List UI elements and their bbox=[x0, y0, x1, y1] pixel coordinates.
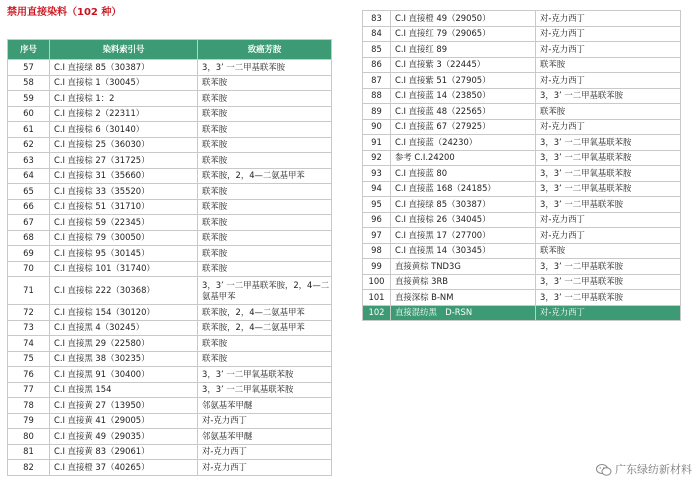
table-row bbox=[8, 277, 332, 305]
dye-index: C.I 直接棕 101（31740） bbox=[50, 261, 198, 277]
dye-index: C.I 直接棕 25（36030） bbox=[50, 137, 198, 153]
dye-index: C.I 直接红 89 bbox=[391, 42, 536, 58]
carcinogenic-amine: 联苯胺 bbox=[198, 91, 332, 107]
table-row bbox=[8, 168, 332, 184]
table-row bbox=[8, 91, 332, 107]
table-row bbox=[8, 413, 332, 429]
dye-index: C.I 直接黑 17（27700） bbox=[391, 228, 536, 244]
carcinogenic-amine: 对-克力西丁 bbox=[536, 228, 681, 244]
carcinogenic-amine: 对-克力西丁 bbox=[536, 305, 681, 321]
dye-index: C.I 直接黄 83（29061） bbox=[50, 444, 198, 460]
carcinogenic-amine: 对-克力西丁 bbox=[536, 73, 681, 89]
table-row bbox=[363, 73, 681, 89]
table-row bbox=[8, 336, 332, 352]
dye-index: C.I 直接棕 51（31710） bbox=[50, 199, 198, 215]
dye-index: C.I 直接棕 1：2 bbox=[50, 91, 198, 107]
carcinogenic-amine: 联苯胺，2，4—二氨基甲苯 bbox=[198, 168, 332, 184]
carcinogenic-amine: 3，3’ 一二甲基联苯胺 bbox=[536, 88, 681, 104]
dye-index: C.I 直接黑 38（30235） bbox=[50, 351, 198, 367]
carcinogenic-amine: 对-克力西丁 bbox=[198, 444, 332, 460]
dye-index: C.I 直接棕 2（22311） bbox=[50, 106, 198, 122]
dye-index: C.I 直接橙 37（40265） bbox=[50, 460, 198, 476]
table-row bbox=[8, 75, 332, 91]
dye-table-left bbox=[7, 39, 332, 476]
row-number: 100 bbox=[363, 274, 391, 290]
row-number: 58 bbox=[8, 75, 50, 91]
carcinogenic-amine: 联苯胺 bbox=[198, 106, 332, 122]
dye-index: C.I 直接蓝 14（23850） bbox=[391, 88, 536, 104]
table-row bbox=[363, 228, 681, 244]
carcinogenic-amine: 3，3’ 一二甲基联苯胺 bbox=[536, 259, 681, 275]
table-row bbox=[8, 199, 332, 215]
row-number: 91 bbox=[363, 135, 391, 151]
row-number: 84 bbox=[363, 26, 391, 42]
dye-index: C.I 直接棕 154（30120） bbox=[50, 305, 198, 321]
carcinogenic-amine: 联苯胺 bbox=[198, 230, 332, 246]
table-row bbox=[8, 367, 332, 383]
table-row bbox=[8, 153, 332, 169]
carcinogenic-amine: 3，3’ 一二甲氧基联苯胺 bbox=[536, 135, 681, 151]
dye-index: C.I 直接蓝 48（22565） bbox=[391, 104, 536, 120]
table-row bbox=[363, 88, 681, 104]
table-row bbox=[8, 460, 332, 476]
carcinogenic-amine: 3，3’ 一二甲氧基联苯胺 bbox=[536, 166, 681, 182]
header-number: 序号 bbox=[8, 40, 50, 60]
table-row bbox=[363, 57, 681, 73]
row-number: 62 bbox=[8, 137, 50, 153]
row-number: 102 bbox=[363, 305, 391, 321]
row-number: 82 bbox=[8, 460, 50, 476]
page-title: 禁用直接染料（102 种） bbox=[7, 7, 122, 18]
table-row bbox=[363, 104, 681, 120]
carcinogenic-amine: 3，3’ 一二甲氧基联苯胺 bbox=[198, 367, 332, 383]
row-number: 59 bbox=[8, 91, 50, 107]
carcinogenic-amine: 对-克力西丁 bbox=[198, 413, 332, 429]
carcinogenic-amine: 联苯胺，2，4—二氨基甲苯 bbox=[198, 305, 332, 321]
dye-index: C.I 直接棕 27（31725） bbox=[50, 153, 198, 169]
row-number: 65 bbox=[8, 184, 50, 200]
row-number: 79 bbox=[8, 413, 50, 429]
table-row bbox=[363, 197, 681, 213]
table-row bbox=[363, 11, 681, 27]
carcinogenic-amine: 联苯胺 bbox=[198, 184, 332, 200]
dye-index: C.I 直接黑 29（22580） bbox=[50, 336, 198, 352]
row-number: 70 bbox=[8, 261, 50, 277]
row-number: 80 bbox=[8, 429, 50, 445]
table-row bbox=[8, 122, 332, 138]
row-number: 90 bbox=[363, 119, 391, 135]
table-header-row bbox=[8, 40, 332, 60]
dye-index: 直接深棕 B-NM bbox=[391, 290, 536, 306]
table-row bbox=[363, 150, 681, 166]
table-row bbox=[363, 135, 681, 151]
table-row bbox=[8, 429, 332, 445]
row-number: 96 bbox=[363, 212, 391, 228]
dye-index: C.I 直接蓝 80 bbox=[391, 166, 536, 182]
carcinogenic-amine: 联苯胺 bbox=[198, 122, 332, 138]
dye-index: C.I 直接黄 41（29005） bbox=[50, 413, 198, 429]
dye-index: C.I 直接黑 14（30345） bbox=[391, 243, 536, 259]
row-number: 95 bbox=[363, 197, 391, 213]
table-row bbox=[8, 215, 332, 231]
carcinogenic-amine: 对-克力西丁 bbox=[198, 460, 332, 476]
carcinogenic-amine: 联苯胺 bbox=[198, 351, 332, 367]
table-row bbox=[8, 444, 332, 460]
row-number: 93 bbox=[363, 166, 391, 182]
row-number: 76 bbox=[8, 367, 50, 383]
table-row bbox=[8, 382, 332, 398]
carcinogenic-amine: 3，3’ 一二甲基联苯胺，2，4—二氨基甲苯 bbox=[198, 277, 332, 305]
dye-index: C.I 直接黄 49（29035） bbox=[50, 429, 198, 445]
table-row bbox=[363, 274, 681, 290]
table-row bbox=[8, 184, 332, 200]
table-row bbox=[8, 137, 332, 153]
carcinogenic-amine: 对-克力西丁 bbox=[536, 11, 681, 27]
row-number: 68 bbox=[8, 230, 50, 246]
wechat-icon bbox=[596, 463, 612, 477]
row-number: 64 bbox=[8, 168, 50, 184]
row-number: 99 bbox=[363, 259, 391, 275]
carcinogenic-amine: 联苯胺 bbox=[198, 246, 332, 262]
carcinogenic-amine: 联苯胺，2，4—二氨基甲苯 bbox=[198, 320, 332, 336]
carcinogenic-amine: 联苯胺 bbox=[198, 153, 332, 169]
row-number: 73 bbox=[8, 320, 50, 336]
table-row bbox=[363, 305, 681, 321]
dye-index: 直接黄棕 3RB bbox=[391, 274, 536, 290]
row-number: 61 bbox=[8, 122, 50, 138]
row-number: 92 bbox=[363, 150, 391, 166]
row-number: 72 bbox=[8, 305, 50, 321]
table-row bbox=[8, 60, 332, 76]
carcinogenic-amine: 3，3’ 一二甲基联苯胺 bbox=[536, 274, 681, 290]
row-number: 77 bbox=[8, 382, 50, 398]
table-row bbox=[8, 246, 332, 262]
dye-index: C.I 直接棕 59（22345） bbox=[50, 215, 198, 231]
carcinogenic-amine: 3，3’ 一二甲基联苯胺 bbox=[198, 60, 332, 76]
dye-index: C.I 直接黑 91（30400） bbox=[50, 367, 198, 383]
dye-index: C.I 直接紫 3（22445） bbox=[391, 57, 536, 73]
dye-index: C.I 直接绿 85（30387） bbox=[391, 197, 536, 213]
carcinogenic-amine: 联苯胺 bbox=[198, 199, 332, 215]
dye-index: C.I 直接橙 49（29050） bbox=[391, 11, 536, 27]
row-number: 85 bbox=[363, 42, 391, 58]
table-row bbox=[8, 261, 332, 277]
carcinogenic-amine: 3，3’ 一二甲氧基联苯胺 bbox=[536, 181, 681, 197]
row-number: 88 bbox=[363, 88, 391, 104]
watermark-text: 广东绿纺新材料 bbox=[615, 463, 692, 476]
table-row bbox=[8, 230, 332, 246]
row-number: 83 bbox=[363, 11, 391, 27]
table-row bbox=[8, 106, 332, 122]
carcinogenic-amine: 邻氨基苯甲醚 bbox=[198, 429, 332, 445]
dye-index: 直接混纺黑 D-RSN bbox=[391, 305, 536, 321]
carcinogenic-amine: 3，3’ 一二甲基联苯胺 bbox=[536, 290, 681, 306]
dye-index: 直接黄棕 TND3G bbox=[391, 259, 536, 275]
dye-index: C.I 直接黄 27（13950） bbox=[50, 398, 198, 414]
row-number: 97 bbox=[363, 228, 391, 244]
dye-index: C.I 直接棕 222（30368） bbox=[50, 277, 198, 305]
row-number: 75 bbox=[8, 351, 50, 367]
carcinogenic-amine: 对-克力西丁 bbox=[536, 42, 681, 58]
dye-index: C.I 直接棕 1（30045） bbox=[50, 75, 198, 91]
table-row bbox=[363, 26, 681, 42]
carcinogenic-amine: 对-克力西丁 bbox=[536, 26, 681, 42]
table-row bbox=[363, 119, 681, 135]
table-row bbox=[8, 320, 332, 336]
row-number: 98 bbox=[363, 243, 391, 259]
dye-index: C.I 直接蓝 67（27925） bbox=[391, 119, 536, 135]
dye-index: C.I 直接棕 6（30140） bbox=[50, 122, 198, 138]
row-number: 86 bbox=[363, 57, 391, 73]
carcinogenic-amine: 对-克力西丁 bbox=[536, 119, 681, 135]
dye-index: C.I 直接紫 51（27905） bbox=[391, 73, 536, 89]
carcinogenic-amine: 联苯胺 bbox=[198, 336, 332, 352]
table-row bbox=[363, 166, 681, 182]
watermark bbox=[596, 461, 693, 477]
carcinogenic-amine: 联苯胺 bbox=[198, 75, 332, 91]
carcinogenic-amine: 3，3’ 一二甲基联苯胺 bbox=[536, 197, 681, 213]
carcinogenic-amine: 联苯胺 bbox=[536, 104, 681, 120]
carcinogenic-amine: 联苯胺 bbox=[198, 215, 332, 231]
row-number: 78 bbox=[8, 398, 50, 414]
row-number: 89 bbox=[363, 104, 391, 120]
carcinogenic-amine: 3，3’ 一二甲氧基联苯胺 bbox=[536, 150, 681, 166]
dye-index: C.I 直接棕 79（30050） bbox=[50, 230, 198, 246]
row-number: 69 bbox=[8, 246, 50, 262]
dye-index: 参考 C.I.24200 bbox=[391, 150, 536, 166]
table-row bbox=[8, 305, 332, 321]
dye-index: C.I 直接棕 31（35660） bbox=[50, 168, 198, 184]
table-row bbox=[363, 290, 681, 306]
dye-index: C.I 直接黑 4（30245） bbox=[50, 320, 198, 336]
row-number: 63 bbox=[8, 153, 50, 169]
carcinogenic-amine: 邻氨基苯甲醚 bbox=[198, 398, 332, 414]
carcinogenic-amine: 3，3’ 一二甲氧基联苯胺 bbox=[198, 382, 332, 398]
table-row bbox=[363, 243, 681, 259]
table-row bbox=[363, 181, 681, 197]
dye-index: C.I 直接蓝（24230） bbox=[391, 135, 536, 151]
carcinogenic-amine: 联苯胺 bbox=[198, 261, 332, 277]
row-number: 66 bbox=[8, 199, 50, 215]
row-number: 101 bbox=[363, 290, 391, 306]
table-row bbox=[363, 42, 681, 58]
row-number: 81 bbox=[8, 444, 50, 460]
row-number: 67 bbox=[8, 215, 50, 231]
row-number: 74 bbox=[8, 336, 50, 352]
dye-index: C.I 直接棕 33（35520） bbox=[50, 184, 198, 200]
row-number: 87 bbox=[363, 73, 391, 89]
table-row bbox=[363, 259, 681, 275]
row-number: 57 bbox=[8, 60, 50, 76]
table-row bbox=[8, 351, 332, 367]
header-dye-index: 染料索引号 bbox=[50, 40, 198, 60]
carcinogenic-amine: 联苯胺 bbox=[198, 137, 332, 153]
table-row bbox=[8, 398, 332, 414]
dye-index: C.I 直接红 79（29065） bbox=[391, 26, 536, 42]
table-row bbox=[363, 212, 681, 228]
dye-table-right bbox=[362, 10, 681, 321]
dye-index: C.I 直接蓝 168（24185） bbox=[391, 181, 536, 197]
row-number: 71 bbox=[8, 277, 50, 305]
row-number: 60 bbox=[8, 106, 50, 122]
dye-index: C.I 直接棕 26（34045） bbox=[391, 212, 536, 228]
carcinogenic-amine: 联苯胺 bbox=[536, 57, 681, 73]
carcinogenic-amine: 对-克力西丁 bbox=[536, 212, 681, 228]
row-number: 94 bbox=[363, 181, 391, 197]
carcinogenic-amine: 联苯胺 bbox=[536, 243, 681, 259]
dye-index: C.I 直接绿 85（30387） bbox=[50, 60, 198, 76]
header-carcinogenic-amine: 致癌芳胺 bbox=[198, 40, 332, 60]
dye-index: C.I 直接棕 95（30145） bbox=[50, 246, 198, 262]
dye-index: C.I 直接黑 154 bbox=[50, 382, 198, 398]
